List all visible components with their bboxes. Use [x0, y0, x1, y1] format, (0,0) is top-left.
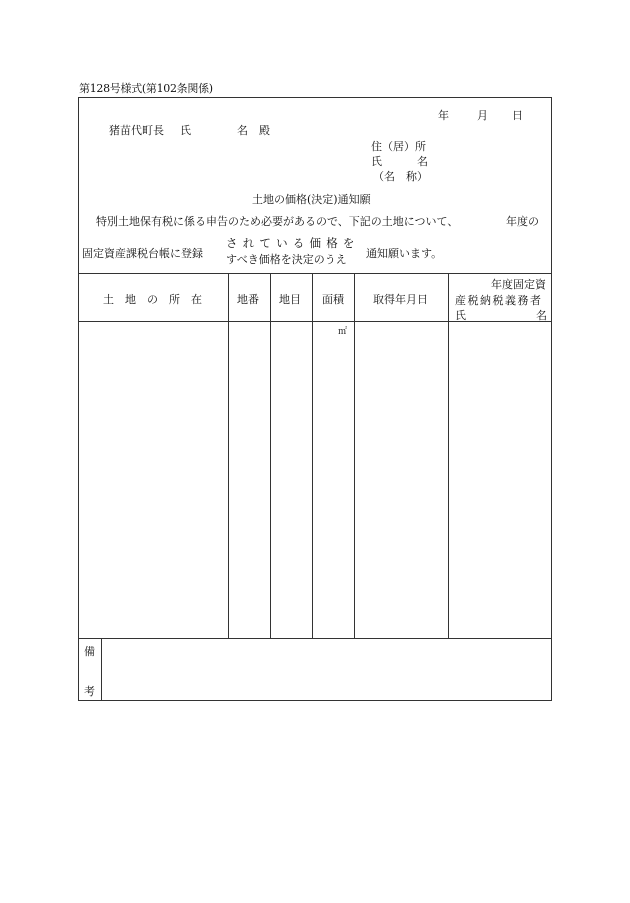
column-divider — [312, 273, 313, 638]
column-divider — [354, 273, 355, 638]
body-line-2-suffix: 通知願います。 — [366, 247, 443, 260]
applicant-address-label: 住（居）所 — [371, 140, 426, 153]
header-area: 面積 — [322, 293, 344, 306]
remarks-top-border — [79, 638, 551, 639]
addressee-mayor: 猪苗代町長 — [109, 124, 164, 137]
addressee-dono: 殿 — [259, 124, 270, 137]
remarks-divider — [101, 638, 102, 701]
body-option-upper: されている価格を — [226, 236, 360, 250]
remarks-char-2: 考 — [84, 685, 95, 698]
column-divider — [448, 273, 449, 638]
area-unit: ㎡ — [338, 327, 348, 337]
addressee-shi: 氏 — [180, 124, 191, 137]
applicant-name-label-shi: 氏 — [371, 155, 382, 168]
addressee-mei: 名 — [237, 124, 248, 137]
document-title: 土地の価格(決定)通知願 — [252, 193, 371, 206]
header-taxpayer-mei: 名 — [536, 309, 547, 322]
body-line-2-prefix: 固定資産課税台帳に登録 — [82, 247, 203, 260]
body-option-lower: すべき価格を決定のうえ — [226, 253, 347, 266]
date-month-label: 月 — [477, 109, 488, 122]
date-day-label: 日 — [512, 109, 523, 122]
form-frame — [78, 97, 552, 701]
header-land-category: 地目 — [279, 293, 301, 306]
table-top-border — [79, 273, 551, 274]
remarks-char-1: 備 — [84, 645, 95, 658]
header-taxpayer-line-1: 年度固定資 — [491, 278, 546, 291]
header-taxpayer-line-2: 産税納税義務者 — [455, 294, 543, 307]
header-lot-number: 地番 — [237, 293, 259, 306]
date-year-label: 年 — [438, 109, 449, 122]
header-acquisition-date: 取得年月日 — [373, 293, 428, 306]
applicant-name-label-mei: 名 — [417, 155, 428, 168]
column-divider — [228, 273, 229, 638]
header-location: 土 地 の 所 在 — [103, 293, 202, 306]
body-line-1: 特別土地保有税に係る申告のため必要があるので、下記の土地について、 — [96, 215, 459, 228]
column-divider — [270, 273, 271, 638]
form-number-title: 第128号様式(第102条関係) — [79, 82, 213, 95]
body-line-1-year: 年度の — [506, 215, 539, 228]
table-header-divider — [79, 321, 551, 322]
applicant-title-label: （名 称） — [373, 170, 428, 183]
header-taxpayer-shi: 氏 — [455, 309, 466, 322]
